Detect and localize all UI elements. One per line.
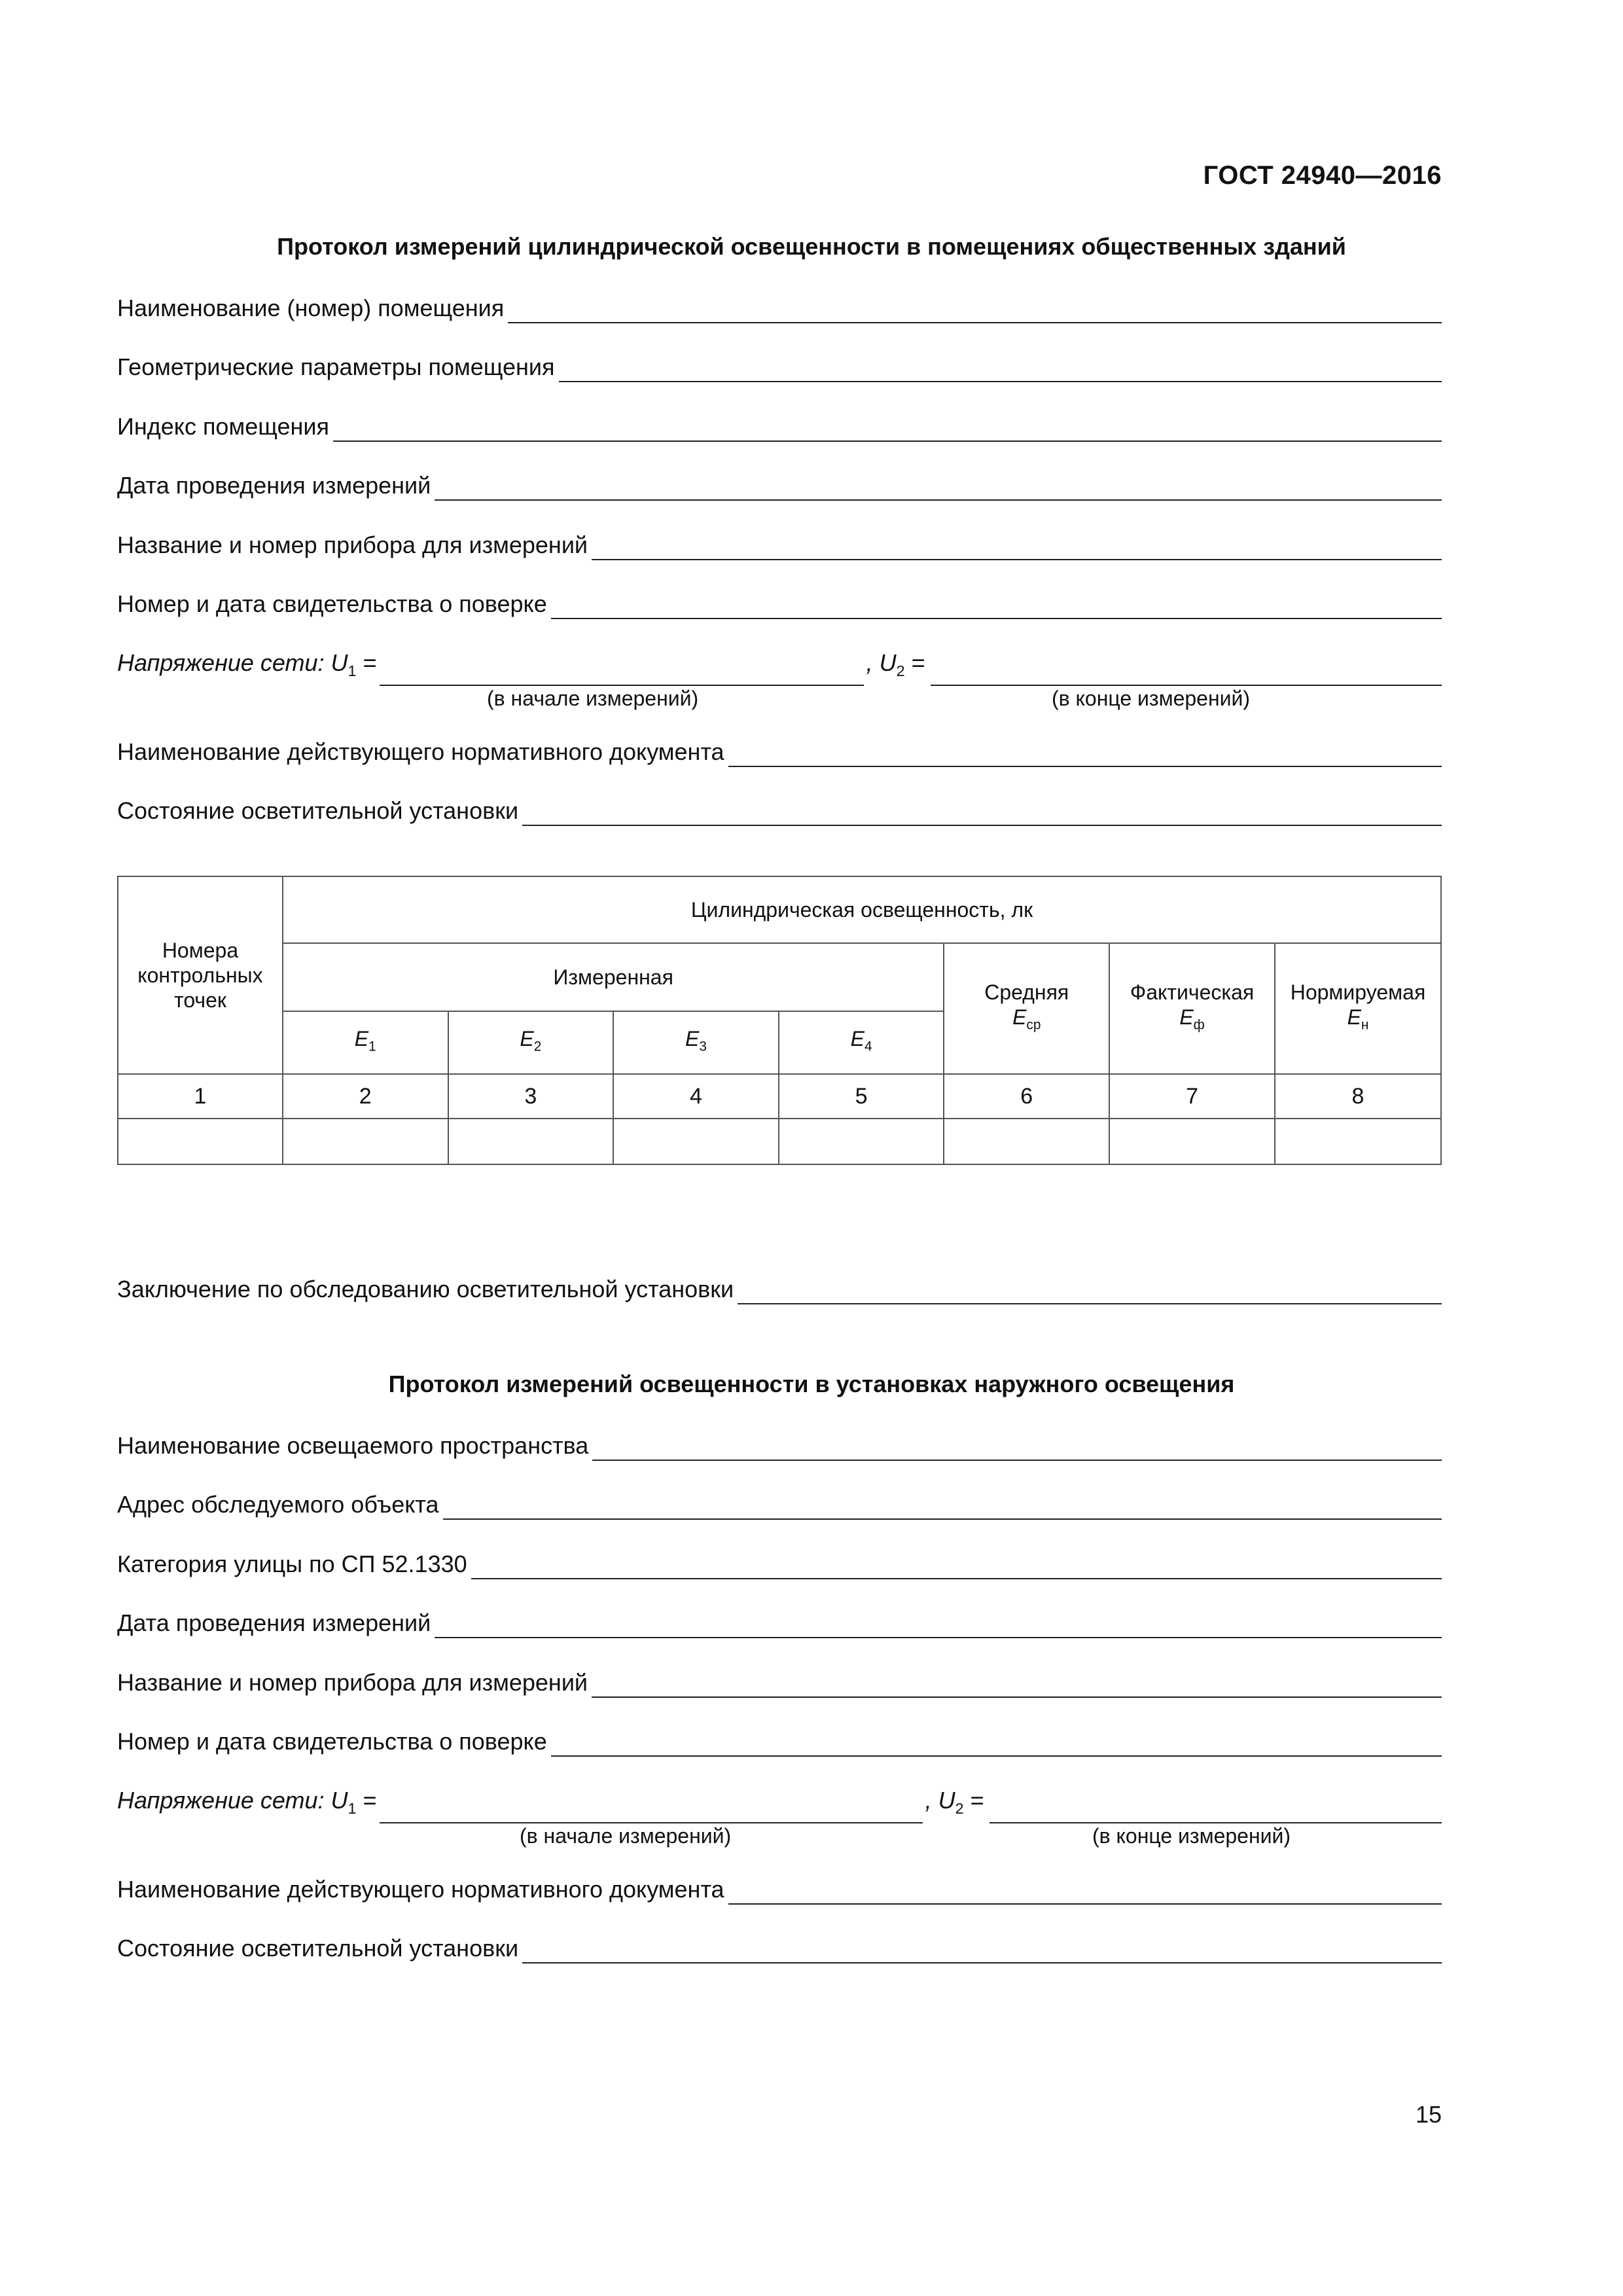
fill-line[interactable]	[551, 594, 1442, 619]
table-cell[interactable]	[1109, 1119, 1275, 1164]
protocol2-title: Протокол измерений освещенности в установках наружного освещения	[388, 1371, 1235, 1397]
col-header-average: Средняя $E_{ср}$	[944, 943, 1109, 1074]
table-cell[interactable]	[1275, 1119, 1441, 1164]
voltage-label: Напряжение сети: $U_1$ =	[117, 649, 377, 680]
measurement-table	[117, 876, 1442, 1165]
field-label: Наименование (номер) помещения	[117, 295, 505, 321]
field-label: Номер и дата свидетельства о поверке	[117, 1728, 547, 1755]
field-label: Индекс помещения	[117, 413, 329, 440]
fill-line[interactable]	[592, 535, 1442, 560]
fill-line[interactable]	[728, 742, 1442, 767]
voltage-start-hint: (в начале измерений)	[487, 687, 699, 711]
column-number: 6	[944, 1074, 1109, 1119]
field-certificate[interactable]	[117, 589, 1442, 619]
field-label: Категория улицы по СП 52.1330	[117, 1551, 467, 1577]
fill-line[interactable]	[508, 298, 1442, 323]
column-number: 4	[613, 1074, 779, 1119]
field-conclusion[interactable]	[117, 1274, 1442, 1304]
table-cell[interactable]	[118, 1119, 283, 1164]
field-normative-doc-2[interactable]	[117, 1874, 1442, 1905]
fill-line[interactable]	[522, 801, 1442, 826]
fill-line[interactable]	[738, 1280, 1442, 1304]
col-header-e2: $E_2$	[448, 1011, 614, 1074]
field-label: Название и номер прибора для измерений	[117, 531, 588, 558]
field-object-address[interactable]	[117, 1490, 1442, 1520]
voltage-start-hint: (в начале измерений)	[520, 1824, 732, 1848]
col-header-e1: $E_1$	[283, 1011, 448, 1074]
col-header-measured: Измеренная	[283, 943, 944, 1011]
field-street-category[interactable]	[117, 1549, 1442, 1579]
column-number: 3	[448, 1074, 614, 1119]
field-label: Адрес обследуемого объекта	[117, 1491, 439, 1518]
field-room-geometry[interactable]	[117, 352, 1442, 382]
field-label: Номер и дата свидетельства о поверке	[117, 590, 547, 617]
voltage-field-2	[117, 1785, 1442, 1850]
fill-line[interactable]	[435, 476, 1442, 501]
voltage-end-hint: (в конце измерений)	[1092, 1824, 1291, 1848]
col-header-group: Цилиндрическая освещенность, лк	[283, 876, 1441, 943]
fill-line[interactable]	[559, 357, 1442, 382]
field-measure-date-2[interactable]	[117, 1608, 1442, 1638]
field-space-name[interactable]	[117, 1431, 1442, 1461]
voltage-end-line[interactable]	[931, 661, 1442, 686]
fill-line[interactable]	[592, 1673, 1442, 1698]
field-device[interactable]	[117, 530, 1442, 560]
voltage-separator: , $U_2$ =	[866, 649, 925, 680]
field-label: Геометрические параметры помещения	[117, 353, 555, 380]
field-label: Состояние осветительной установки	[117, 1935, 519, 1962]
fill-line[interactable]	[728, 1880, 1442, 1905]
table-cell[interactable]	[283, 1119, 448, 1164]
standard-number: ГОСТ 24940—2016	[1203, 161, 1442, 190]
field-label: Наименование действующего нормативного документа	[117, 738, 724, 765]
col-header-e4: $E_4$	[779, 1011, 944, 1074]
field-label: Заключение по обследованию осветительной установки	[117, 1276, 734, 1302]
fill-line[interactable]	[443, 1495, 1442, 1520]
field-room-name[interactable]	[117, 293, 1442, 323]
column-number: 2	[283, 1074, 448, 1119]
field-installation-state-2[interactable]	[117, 1933, 1442, 1964]
voltage-label: Напряжение сети: $U_1$ =	[117, 1787, 377, 1818]
field-installation-state[interactable]	[117, 796, 1442, 826]
field-label: Название и номер прибора для измерений	[117, 1669, 588, 1696]
fill-line[interactable]	[471, 1554, 1442, 1579]
voltage-start-line[interactable]	[380, 1799, 923, 1823]
field-label: Состояние осветительной установки	[117, 797, 519, 824]
fill-line[interactable]	[592, 1436, 1442, 1461]
voltage-field	[117, 648, 1442, 712]
field-label: Наименование действующего нормативного документа	[117, 1876, 724, 1903]
col-header-norm: Нормируемая $E_н$	[1275, 943, 1441, 1074]
field-certificate-2[interactable]	[117, 1727, 1442, 1757]
fill-line[interactable]	[522, 1939, 1442, 1964]
field-normative-doc[interactable]	[117, 737, 1442, 767]
voltage-end-line[interactable]	[990, 1799, 1442, 1823]
table-cell[interactable]	[613, 1119, 779, 1164]
page-number: 15	[1415, 2101, 1442, 2128]
table-cell[interactable]	[448, 1119, 614, 1164]
field-measure-date[interactable]	[117, 471, 1442, 501]
table-cell[interactable]	[779, 1119, 944, 1164]
column-number: 7	[1109, 1074, 1275, 1119]
column-number: 8	[1275, 1074, 1441, 1119]
field-label: Наименование освещаемого пространства	[117, 1432, 589, 1459]
column-number: 5	[779, 1074, 944, 1119]
field-label: Дата проведения измерений	[117, 1609, 431, 1636]
voltage-start-line[interactable]	[380, 661, 864, 686]
field-device-2[interactable]	[117, 1668, 1442, 1698]
table-cell[interactable]	[944, 1119, 1109, 1164]
voltage-separator: , $U_2$ =	[925, 1787, 984, 1818]
table-row	[118, 1119, 1441, 1164]
column-number: 1	[118, 1074, 283, 1119]
fill-line[interactable]	[551, 1732, 1442, 1757]
col-header-e3: $E_3$	[613, 1011, 779, 1074]
field-label: Дата проведения измерений	[117, 472, 431, 499]
fill-line[interactable]	[435, 1613, 1442, 1638]
voltage-end-hint: (в конце измерений)	[1052, 687, 1251, 711]
fill-line[interactable]	[333, 417, 1442, 442]
field-room-index[interactable]	[117, 412, 1442, 442]
col-header-actual: Фактическая $E_ф$	[1109, 943, 1275, 1074]
col-header-points: Номера контрольных точек	[118, 876, 283, 1074]
protocol1-title: Протокол измерений цилиндрической освещенности в помещениях общественных зданий	[277, 233, 1346, 260]
